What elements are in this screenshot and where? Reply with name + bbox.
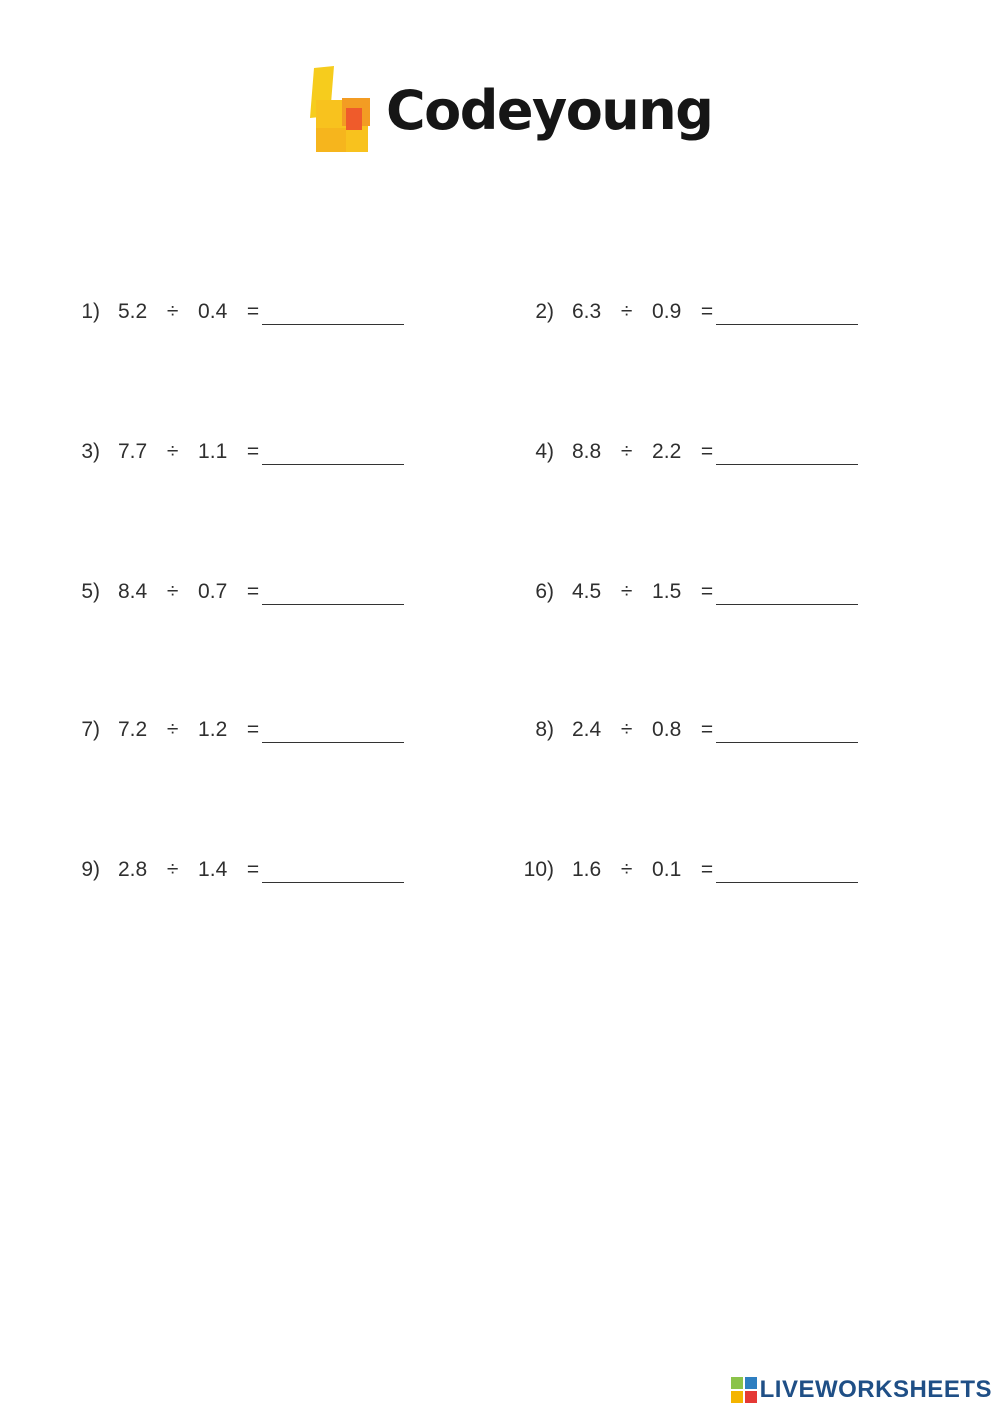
problem-number: 4) (535, 440, 554, 463)
problem-number: 8) (535, 718, 554, 741)
problem-expression: 5.2 ÷ 0.4 = (118, 300, 260, 323)
liveworksheets-watermark (731, 1375, 992, 1405)
answer-input[interactable] (262, 440, 404, 465)
problem-number: 2) (535, 300, 554, 323)
problem-expression: 1.6 ÷ 0.1 = (572, 858, 714, 881)
problem-expression: 8.4 ÷ 0.7 = (118, 580, 260, 603)
problem-number: 7) (81, 718, 100, 741)
answer-input[interactable] (716, 440, 858, 465)
problem-expression: 2.8 ÷ 1.4 = (118, 858, 260, 881)
problem-number: 5) (81, 580, 100, 603)
answer-input[interactable] (262, 300, 404, 325)
answer-input[interactable] (716, 718, 858, 743)
problem-expression: 8.8 ÷ 2.2 = (572, 440, 714, 463)
answer-input[interactable] (716, 858, 858, 883)
answer-input[interactable] (262, 718, 404, 743)
answer-input[interactable] (716, 580, 858, 605)
problem-number: 10) (523, 858, 554, 881)
answer-input[interactable] (716, 300, 858, 325)
problem-expression: 6.3 ÷ 0.9 = (572, 300, 714, 323)
problem-expression: 4.5 ÷ 1.5 = (572, 580, 714, 603)
brand-name: Codeyoung (386, 79, 713, 142)
problem-expression: 7.2 ÷ 1.2 = (118, 718, 260, 741)
watermark-text: LIVEWORKSHEETS (759, 1376, 992, 1403)
answer-input[interactable] (262, 858, 404, 883)
answer-input[interactable] (262, 580, 404, 605)
problem-number: 1) (81, 300, 100, 323)
problem-expression: 2.4 ÷ 0.8 = (572, 718, 714, 741)
problem-number: 6) (535, 580, 554, 603)
liveworksheets-icon (731, 1377, 757, 1403)
problem-number: 9) (81, 858, 100, 881)
problem-number: 3) (81, 440, 100, 463)
problem-expression: 7.7 ÷ 1.1 = (118, 440, 260, 463)
